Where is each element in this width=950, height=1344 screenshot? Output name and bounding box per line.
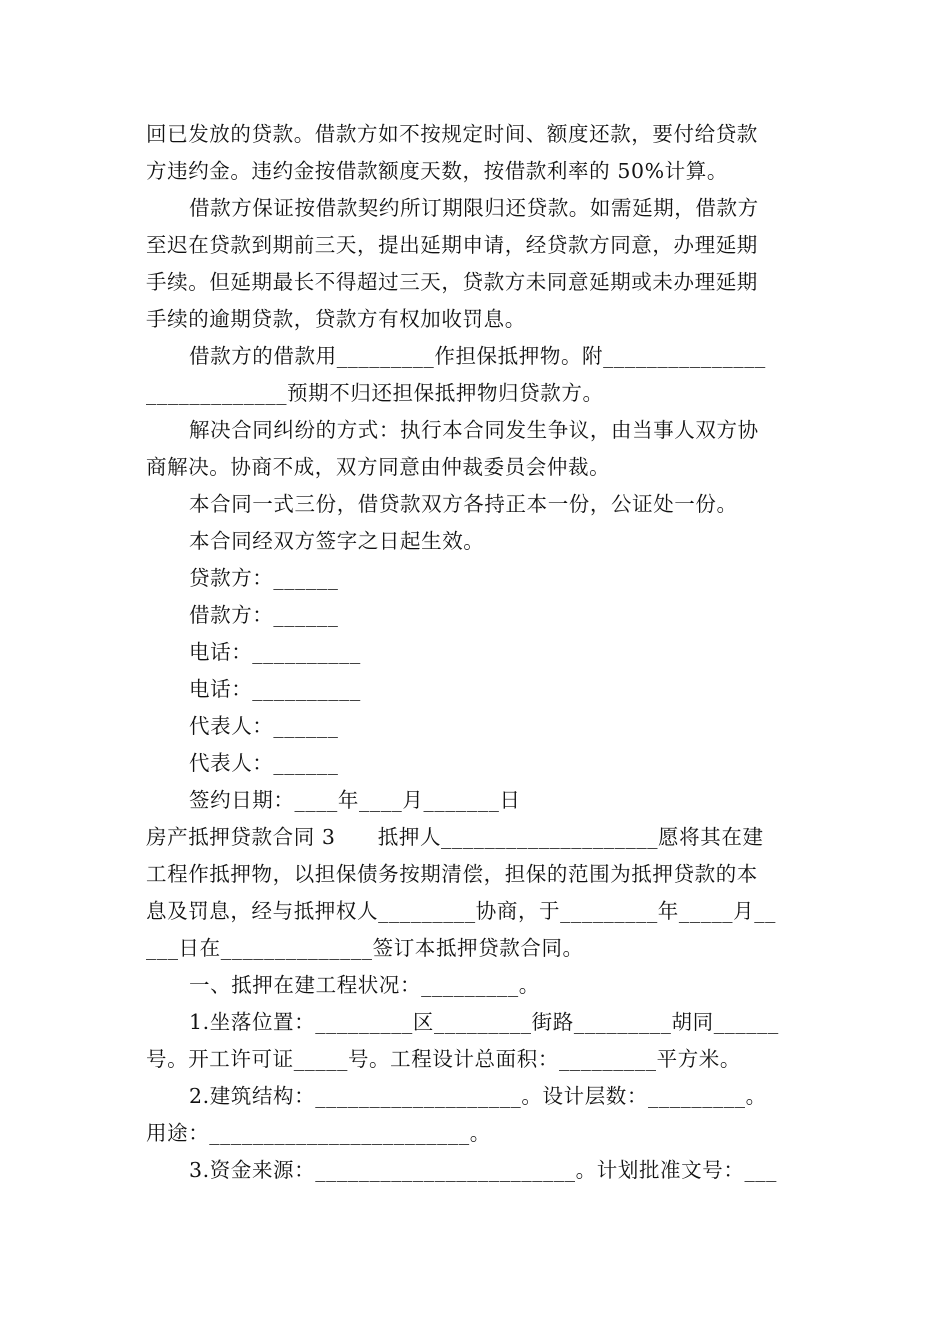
- phone-field-1: 电话：__________: [189, 640, 361, 664]
- text-line-9: 解决合同纠纷的方式：执行本合同发生争议，由当事人双方协: [189, 418, 759, 442]
- text-line-26: 号。开工许可证_____号。工程设计总面积：_________平方米。: [146, 1047, 741, 1071]
- text-line-3: 借款方保证按借款契约所订期限归还贷款。如需延期，借款方: [189, 196, 759, 220]
- text-line-28: 用途：________________________。: [146, 1121, 491, 1145]
- text-line-2: 方违约金。违约金按借款额度天数，按借款利率的 50%计算。: [146, 159, 728, 183]
- contract-3-heading-line: 房产抵押贷款合同 3 抵押人____________________愿将其在建: [146, 825, 764, 849]
- phone-field-2: 电话：__________: [189, 677, 361, 701]
- text-line-12: 本合同经双方签字之日起生效。: [189, 529, 485, 553]
- text-line-4: 至迟在贷款到期前三天，提出延期申请，经贷款方同意，办理延期: [146, 233, 758, 257]
- item-1-location: 1.坐落位置：_________区_________街路_________胡同______: [189, 1010, 779, 1034]
- text-line-1: 回已发放的贷款。借款方如不按规定时间、额度还款，要付给贷款: [146, 122, 758, 146]
- text-line-7: 借款方的借款用_________作担保抵押物。附_______________: [189, 344, 766, 368]
- text-line-8: _____________预期不归还担保抵押物归贷款方。: [146, 381, 604, 405]
- representative-field-2: 代表人：______: [189, 751, 339, 775]
- signature-lender: 贷款方：______: [189, 566, 339, 590]
- signature-borrower: 借款方：______: [189, 603, 339, 627]
- text-line-10: 商解决。协商不成，双方同意由仲裁委员会仲裁。: [146, 455, 611, 479]
- document-page: [146, 116, 810, 1189]
- text-line-11: 本合同一式三份，借贷款双方各持正本一份，公证处一份。: [189, 492, 738, 516]
- text-line-21: 工程作抵押物，以担保债务按期清偿，担保的范围为抵押贷款的本: [146, 862, 758, 886]
- text-line-5: 手续。但延期最长不得超过三天，贷款方未同意延期或未办理延期: [146, 270, 758, 294]
- text-line-6: 手续的逾期贷款，贷款方有权加收罚息。: [146, 307, 526, 331]
- item-2-structure: 2.建筑结构：___________________。设计层数：_________。: [189, 1084, 767, 1108]
- text-line-23: ___日在______________签订本抵押贷款合同。: [146, 936, 584, 960]
- section-1-heading: 一、抵押在建工程状况：_________。: [189, 973, 540, 997]
- item-3-funding: 3.资金来源：________________________。计划批准文号：___: [189, 1158, 778, 1182]
- representative-field-1: 代表人：______: [189, 714, 339, 738]
- signing-date-field: 签约日期：____年____月_______日: [189, 788, 521, 812]
- text-line-22: 息及罚息，经与抵押权人_________协商，于_________年_____月__: [146, 899, 776, 923]
